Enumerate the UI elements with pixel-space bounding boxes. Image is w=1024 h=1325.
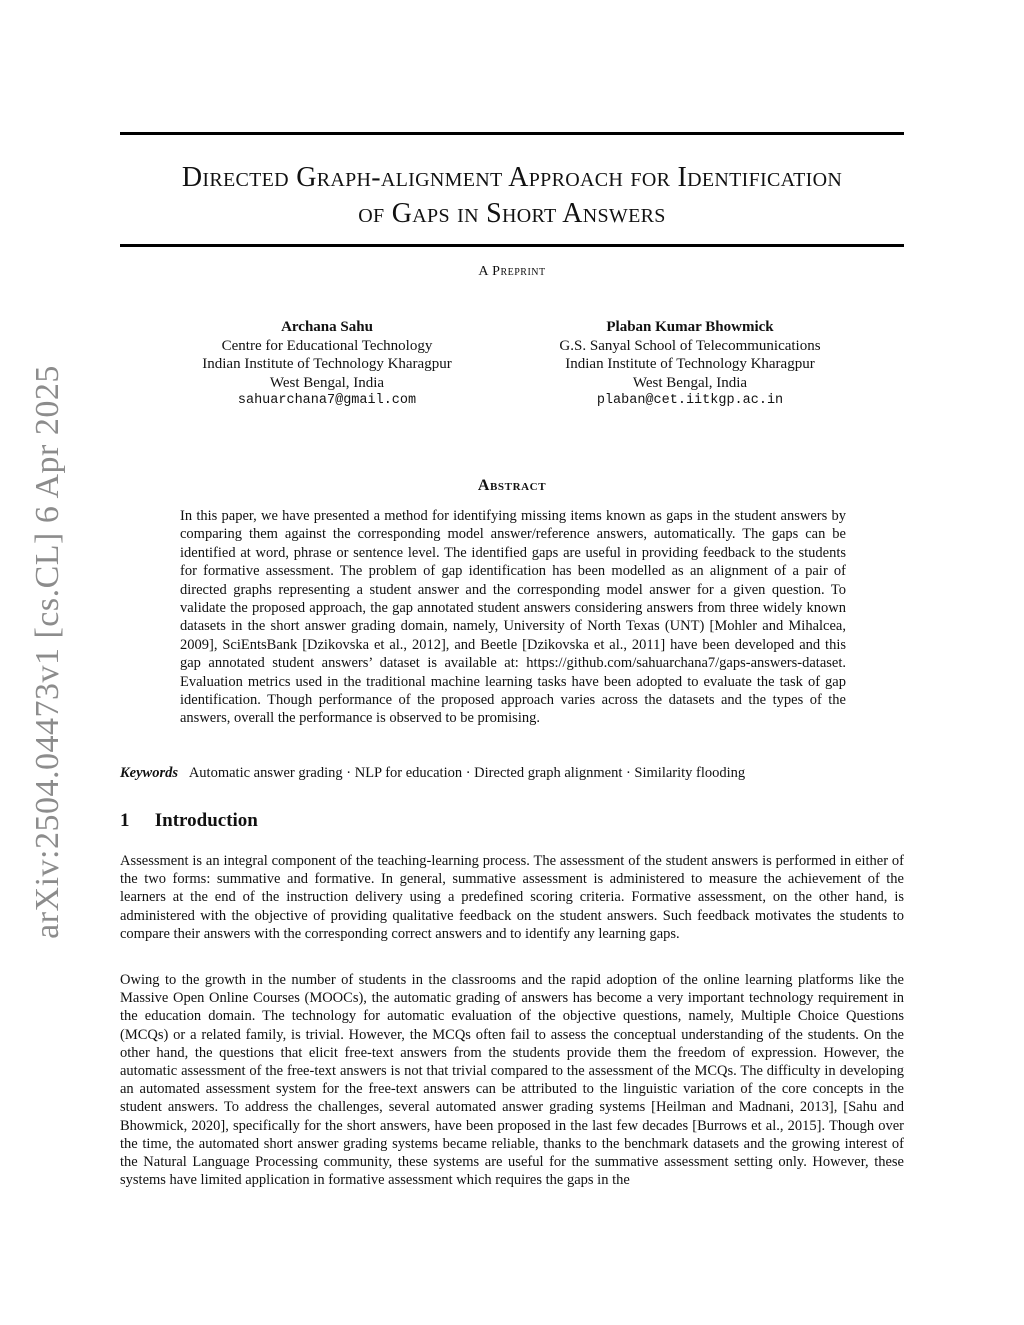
- paper-title: [120, 160, 904, 232]
- author-institute: Indian Institute of Technology Kharagpur: [202, 356, 452, 372]
- title-line-2: of Gaps in Short Answers: [358, 198, 666, 229]
- section-title: Introduction: [154, 810, 258, 831]
- author-name: Plaban Kumar Bhowmick: [606, 319, 774, 335]
- author-name: Archana Sahu: [281, 319, 373, 335]
- author-affiliation: Centre for Educational Technology: [221, 337, 433, 354]
- section-heading-introduction: [120, 810, 258, 832]
- author-location: West Bengal, India: [269, 374, 385, 391]
- author-block-1: [137, 318, 517, 411]
- title-line-1: Directed Graph-alignment Approach for Identification: [181, 162, 843, 193]
- author-institute: Indian Institute of Technology Kharagpur: [565, 356, 815, 372]
- keywords-list: Automatic answer grading · NLP for education · Directed graph alignment · Similarity flooding: [188, 765, 746, 781]
- author-location: West Bengal, India: [632, 374, 748, 391]
- author-email: sahuarchana7@gmail.com: [237, 393, 417, 408]
- keywords-line: [120, 764, 904, 782]
- body-paragraph: Assessment is an integral component of the teaching-learning process. The assessment of the student answers is performed in either of the two forms: summative and formative. In general, summative assessment is administered to measure the achievement of the learners at the end of the instruction delivery using a predefined scoring criteria. Formative assessment, on the other hand, is administered with the objective of providing qualitative feedback on the student answers. Such feedback motivates the students to compare their answers with the corresponding correct answers and to identify any learning gaps.: [120, 853, 904, 942]
- preprint-label: A Preprint: [478, 264, 546, 279]
- arxiv-identifier: arXiv:2504.04473v1 [cs.CL] 6 Apr 2025: [29, 365, 66, 939]
- title-bottom-rule: [120, 244, 904, 247]
- section-number: 1: [120, 810, 130, 831]
- title-top-rule: [120, 132, 904, 135]
- keywords-label: Keywords: [120, 765, 178, 781]
- author-block-2: [500, 318, 880, 411]
- body-paragraph: Owing to the growth in the number of students in the classrooms and the rapid adoption of the online learning platforms like the Massive Open Online Courses (MOOCs), the automatic grading of answers has become a very important technology requirement in the education domain. The technology for automatic evaluation of the objective questions, namely, Multiple Choice Questions (MCQs) or a related family, is trivial. However, the MCQs often fail to assess the conceptual understanding of the students. On the other hand, the questions that elicit free-text answers from the students provide them the freedom of expression. However, the automatic assessment of the free-text answers is not that trivial compared to the assessment of the MCQs. The difficulty in developing an automated assessment system for the free-text answers can be attributed to the linguistic variation of the core concepts in the student answers. To address the challenges, several automated answer grading systems [Heilman and Madnani, 2013], [Sahu and Bhowmick, 2020], specifically for the short answers, have been proposed in the last few decades [Burrows et al., 2015]. Though over the time, the automated short answer grading systems became reliable, thanks to the benchmark datasets and the growing interest of the Natural Language Processing community, these systems are useful for the summative assessment setting only. However, these systems have limited application in formative assessment which requires the gaps in the: [120, 972, 904, 1189]
- author-affiliation: G.S. Sanyal School of Telecommunications: [559, 337, 821, 354]
- abstract-text: In this paper, we have presented a method for identifying missing items known as gaps in the student answers by comparing them against the corresponding model answer/reference answers, automatically. The gaps can be identified at word, phrase or sentence level. The identified gaps are useful in providing feedback to the students for formative assessment. The problem of gap identification has been modelled as an alignment of a pair of directed graphs representing a student answer and the corresponding model answer for a given question. To validate the proposed approach, the gap annotated student answers considering answers from three widely known datasets in the short answer grading domain, namely, University of North Texas (UNT) [Mohler and Mihalcea, 2009], SciEntsBank [Dzikovska et al., 2012], and Beetle [Dzikovska et al., 2011] have been developed and this gap annotated student answers’ dataset is available at: https://github.com/sahuarchana7/gaps-answers-dataset. Evaluation metrics used in the traditional machine learning tasks have been adopted to evaluate the task of gap identification. Though performance of the proposed approach varies across the datasets and the types of the answers, overall the performance is observed to be promising.: [180, 508, 846, 727]
- author-email: plaban@cet.iitkgp.ac.in: [596, 393, 784, 408]
- abstract-heading: Abstract: [477, 477, 547, 494]
